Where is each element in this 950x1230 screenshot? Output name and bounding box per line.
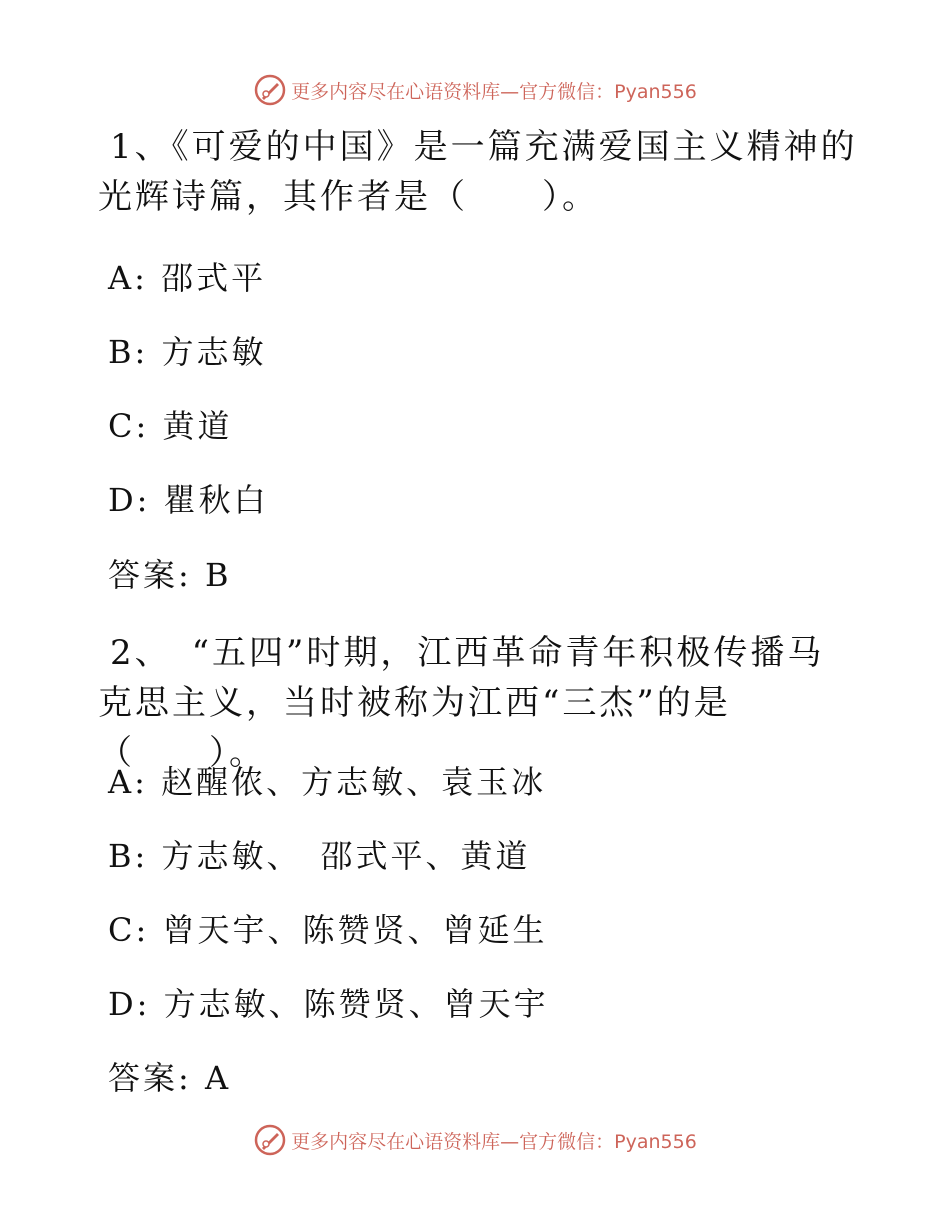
question-text: “五四”时期，江西革命青年积极传播马克思主义，当时被称为江西“三杰”的是（ ）。 — [98, 633, 825, 773]
answer-label: 答案: — [108, 556, 192, 594]
question-number: 1、 — [110, 127, 172, 167]
option-letter: B: — [108, 837, 149, 875]
watermark-header — [0, 70, 950, 110]
option-text: 方志敏、陈赞贤、曾天宇 — [163, 985, 549, 1023]
option-text: 邵式平 — [161, 259, 267, 297]
option-d — [108, 480, 269, 520]
question-1 — [98, 122, 858, 222]
question-2 — [98, 628, 858, 778]
option-letter: A: — [108, 763, 148, 801]
option-letter: C: — [108, 407, 150, 445]
option-a — [108, 258, 266, 298]
option-letter: D: — [108, 481, 151, 519]
option-c — [108, 910, 547, 950]
watermark-text: 更多内容尽在心语资料库—官方微信：Pyan556 — [291, 80, 697, 103]
answer-2 — [108, 1058, 231, 1098]
answer-value: A — [204, 1059, 232, 1097]
quill-logo-icon — [253, 1123, 287, 1157]
option-letter: C: — [108, 911, 150, 949]
option-a — [108, 762, 546, 802]
option-c — [108, 406, 232, 446]
quill-logo-icon — [253, 73, 287, 107]
option-text: 方志敏 — [161, 333, 267, 371]
watermark-footer — [0, 1120, 950, 1160]
option-text: 黄道 — [162, 407, 233, 445]
question-text: 《可爱的中国》是一篇充满爱国主义精神的光辉诗篇，其作者是（ ）。 — [98, 127, 858, 217]
option-letter: D: — [108, 985, 151, 1023]
watermark-text: 更多内容尽在心语资料库—官方微信：Pyan556 — [291, 1130, 697, 1153]
answer-label: 答案: — [108, 1059, 192, 1097]
option-b — [108, 836, 530, 876]
answer-value: B — [204, 556, 232, 594]
option-b — [108, 332, 266, 372]
option-text: 方志敏、 邵式平、黄道 — [161, 837, 531, 875]
answer-1 — [108, 555, 231, 595]
option-d — [108, 984, 549, 1024]
option-text: 曾天宇、陈赞贤、曾延生 — [162, 911, 548, 949]
option-text: 赵醒侬、方志敏、袁玉冰 — [161, 763, 547, 801]
option-letter: A: — [108, 259, 148, 297]
option-letter: B: — [108, 333, 149, 371]
question-number: 2、 — [110, 633, 155, 673]
option-text: 瞿秋白 — [163, 481, 269, 519]
